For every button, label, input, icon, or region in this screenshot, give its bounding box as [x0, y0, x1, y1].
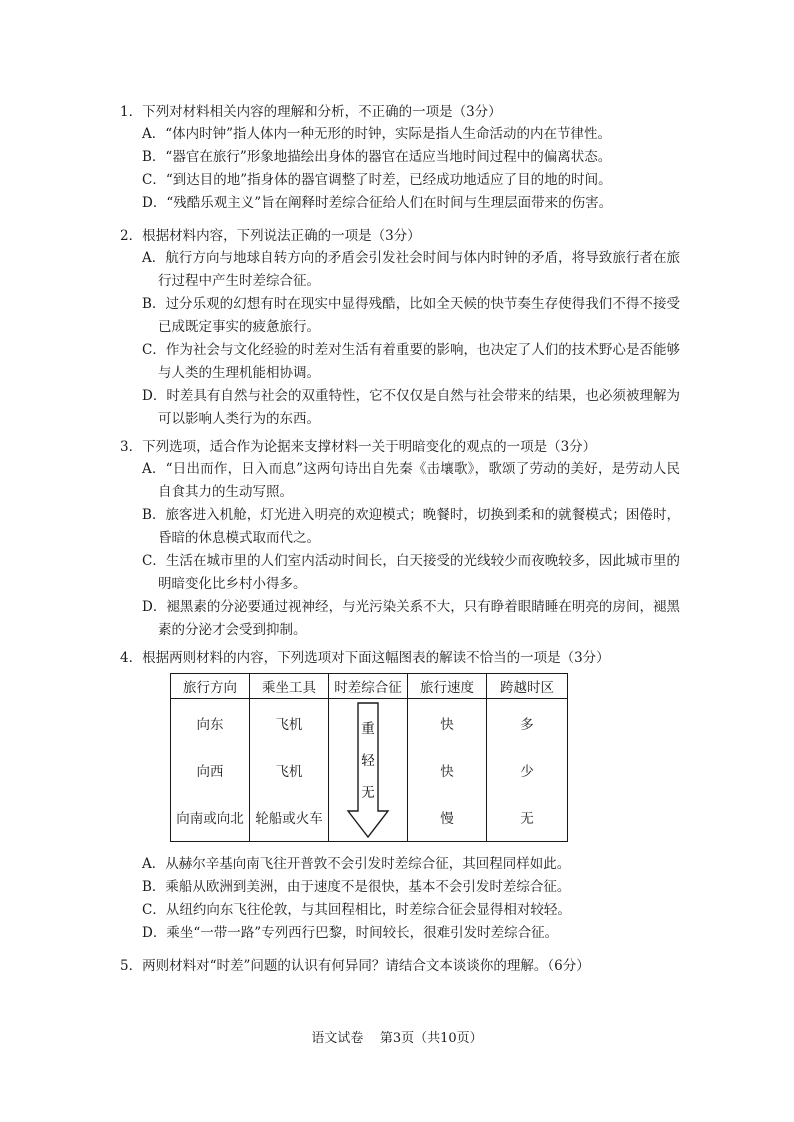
question-1-stem: 1．下列对材料相关内容的理解和分析，不正确的一项是（3分） — [120, 104, 502, 120]
table-speed-west: 快 — [440, 763, 454, 780]
table-direction-east: 向东 — [196, 716, 224, 733]
table-zones-west: 少 — [520, 763, 534, 780]
question-1-option-a: A．“体内时钟”指人体内一种无形的时钟，实际是指人生命活动的内在节律性。 — [142, 126, 612, 142]
table-body-row — [171, 699, 568, 842]
question-3-stem: 3．下列选项，适合作为论据来支撑材料一关于明暗变化的观点的一项是（3分） — [120, 439, 597, 455]
table-speed-column — [408, 699, 487, 842]
syndrome-level-light: 轻 — [361, 753, 375, 769]
question-3-option-d: D．褪黑素的分泌要通过视神经，与光污染关系不大，只有睁着眼睛睡在明亮的房间，褪黑素的分泌才会受到抑制。 — [142, 599, 680, 638]
question-2 — [120, 225, 680, 431]
table-zones-north-south: 无 — [520, 811, 534, 828]
table-header-zones: 跨越时区 — [487, 674, 568, 699]
question-4-option-a: A．从赫尔辛基向南飞往开普敦不会引发时差综合征，其回程同样如此。 — [142, 856, 571, 872]
table-direction-west: 向西 — [196, 763, 224, 780]
question-2-option-b: B．过分乐观的幻想有时在现实中显得残酷，比如全天候的快节奏生存使得我们不得不接受已成既定事实的疲惫旅行。 — [142, 296, 680, 335]
question-4-option-c: C．从纽约向东飞往伦敦，与其回程相比，时差综合征会显得相对较轻。 — [142, 902, 571, 918]
question-2-stem: 2．根据材料内容，下列说法正确的一项是（3分） — [120, 228, 421, 244]
table-vehicle-east: 飞机 — [275, 716, 303, 733]
table-vehicle-north-south: 轮船或火车 — [255, 811, 323, 828]
question-4-stem: 4．根据两则材料的内容，下列选项对下面这幅图表的解读不恰当的一项是（3分） — [120, 650, 610, 666]
syndrome-level-none: 无 — [361, 785, 375, 801]
question-4-options — [120, 853, 680, 945]
question-3 — [120, 436, 680, 642]
table-vehicle-column — [250, 699, 329, 842]
down-arrow-icon — [329, 699, 407, 841]
question-2-option-a: A．航行方向与地球自转方向的矛盾会引发社会时间与体内时钟的矛盾，将导致旅行者在旅行过程中产生时差综合征。 — [142, 250, 680, 289]
table-speed-east: 快 — [440, 716, 454, 733]
question-2-option-d: D．时差具有自然与社会的双重特性，它不仅仅是自然与社会带来的结果，也必须被理解为可以影响人类行为的东西。 — [142, 388, 680, 427]
question-3-option-b: B．旅客进入机舱，灯光进入明亮的欢迎模式；晚餐时，切换到柔和的就餐模式；困倦时，昏暗的休息模式取而代之。 — [142, 507, 680, 546]
table-header-syndrome: 时差综合征 — [329, 674, 408, 699]
question-3-option-c: C．生活在城市里的人们室内活动时间长，白天接受的光线较少而夜晚较多，因此城市里的明暗变化比乡村小得多。 — [142, 553, 680, 592]
page-footer: 语文试卷 第3页（共10页） — [311, 1031, 483, 1046]
jetlag-table — [170, 673, 568, 842]
question-4-option-d: D．乘坐“一带一路”专列西行巴黎，时间较长，很难引发时差综合征。 — [142, 925, 559, 941]
question-2-option-c: C．作为社会与文化经验的时差对生活有着重要的影响，也决定了人们的技术野心是否能够与人类的生理机能相协调。 — [142, 342, 680, 381]
table-direction-column — [171, 699, 250, 842]
syndrome-level-heavy: 重 — [361, 721, 375, 737]
question-5-stem: 5．两则材料对“时差”问题的认识有何异同？请结合文本谈谈你的理解。（6分） — [120, 958, 590, 974]
table-header-row — [171, 674, 568, 699]
question-3-option-a: A．“日出而作，日入而息”这两句诗出自先秦《击壤歌》，歌颂了劳动的美好，是劳动人民自食其力的生动写照。 — [142, 461, 680, 500]
table-zones-column — [487, 699, 568, 842]
question-4 — [120, 647, 680, 669]
table-direction-north-south: 向南或向北 — [176, 811, 244, 828]
table-header-direction: 旅行方向 — [171, 674, 250, 699]
question-4-option-b: B．乘船从欧洲到美洲，由于速度不是很快，基本不会引发时差综合征。 — [142, 879, 571, 895]
question-1-option-d: D．“残酷乐观主义”旨在阐释时差综合征给人们在时间与生理层面带来的伤害。 — [142, 195, 613, 211]
table-syndrome-column — [329, 699, 408, 842]
table-header-speed: 旅行速度 — [408, 674, 487, 699]
question-1-option-c: C．“到达目的地”指身体的器官调整了时差，已经成功地适应了目的地的时间。 — [142, 172, 612, 188]
table-speed-north-south: 慢 — [440, 811, 454, 828]
table-zones-east: 多 — [520, 716, 534, 733]
question-5 — [120, 955, 680, 977]
question-1 — [120, 101, 680, 215]
table-vehicle-west: 飞机 — [275, 763, 303, 780]
table-header-vehicle: 乘坐工具 — [250, 674, 329, 699]
question-1-option-b: B．“器官在旅行”形象地描绘出身体的器官在适应当地时间过程中的偏离状态。 — [142, 149, 612, 165]
